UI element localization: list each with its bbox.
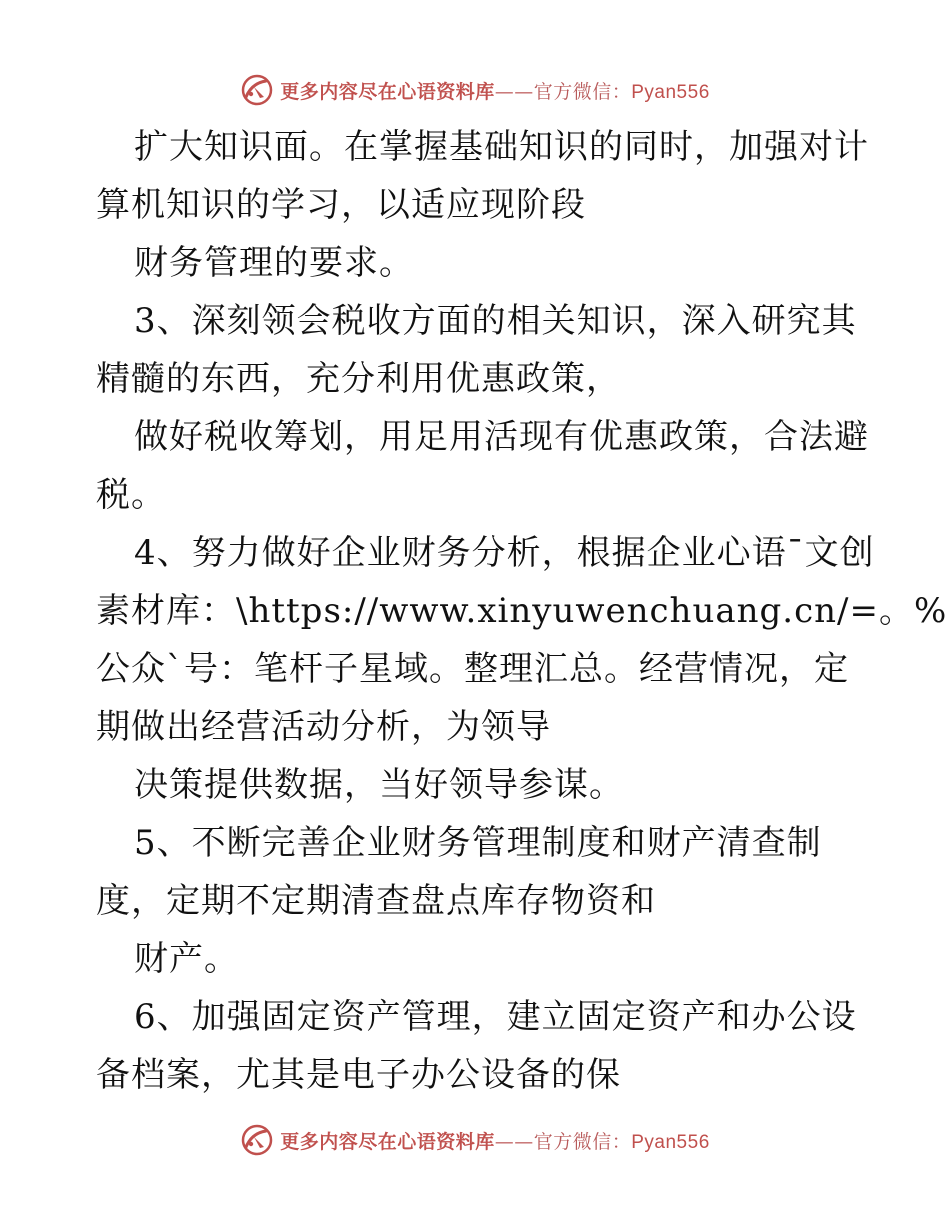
text-line: 税。 <box>96 475 166 515</box>
banner-wechat-id: Pyan556 <box>631 1131 710 1153</box>
text-line: 度，定期不定期清查盘点库存物资和 <box>96 881 656 921</box>
document-body <box>96 118 948 1104</box>
text-line: 决策提供数据，当好领导参谋。 <box>134 765 624 805</box>
banner-brand: 更多内容尽在心语资料库 <box>280 80 495 103</box>
banner-text <box>280 1127 710 1154</box>
text-line: 期做出经营活动分析，为领导 <box>96 707 551 747</box>
text-line: 精髓的东西，充分利用优惠政策， <box>96 359 621 399</box>
banner-brand: 更多内容尽在心语资料库 <box>280 1130 495 1153</box>
text-line: 4、努力做好企业财务分析，根据企业心语¯文创 <box>134 533 875 573</box>
pen-logo-icon <box>240 1123 274 1157</box>
footer-watermark-banner <box>0 1118 950 1162</box>
banner-separator: —— <box>494 80 534 103</box>
banner-text <box>280 77 710 104</box>
text-line: 做好税收筹划，用足用活现有优惠政策，合法避 <box>134 417 869 457</box>
text-line: 6、加强固定资产管理，建立固定资产和办公设 <box>134 997 857 1037</box>
text-line: 财产。 <box>134 939 239 979</box>
text-line: 公众`号：笔杆子星域。整理汇总。经营情况，定 <box>96 649 849 689</box>
banner-wechat-label: 官方微信： <box>533 1130 632 1153</box>
text-line: 素材库：\https://www.xinyuwenchuang.cn/=。% <box>96 591 948 631</box>
text-line: 3、深刻领会税收方面的相关知识，深入研究其 <box>134 301 857 341</box>
header-watermark-banner <box>0 68 950 112</box>
text-line: 算机知识的学习，以适应现阶段 <box>96 185 586 225</box>
banner-separator: —— <box>494 1130 534 1153</box>
text-line: 财务管理的要求。 <box>134 243 414 283</box>
text-line: 扩大知识面。在掌握基础知识的同时，加强对计 <box>134 127 869 167</box>
banner-wechat-id: Pyan556 <box>631 81 710 103</box>
text-line: 5、不断完善企业财务管理制度和财产清查制 <box>134 823 822 863</box>
banner-wechat-label: 官方微信： <box>533 80 632 103</box>
pen-logo-icon <box>240 73 274 107</box>
text-line: 备档案，尤其是电子办公设备的保 <box>96 1055 621 1095</box>
